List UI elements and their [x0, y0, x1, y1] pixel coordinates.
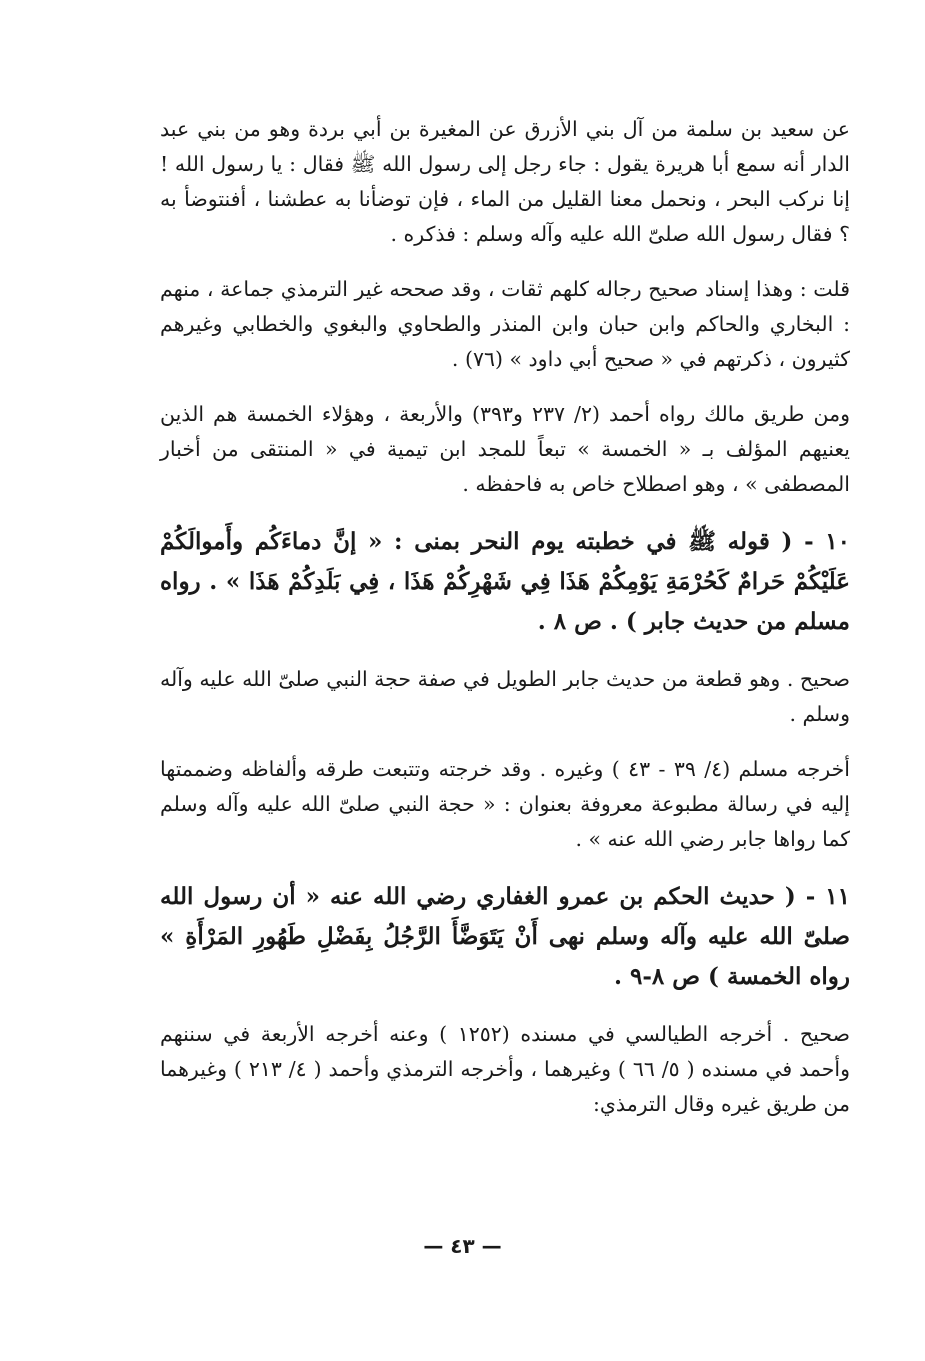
paragraph-hadith-11-grading: صحيح . أخرجه الطيالسي في مسنده (١٢٥٢ ) وعنه أخرجه الأربعة في سننهم وأحمد في مسنده ( ٥/ ٦٦ ) وغيرهما ، وأخرجه الترمذي وأحمد ( ٤/ ٢١٣ ) وغيرهما من طريق غيره وقال الترمذي:	[160, 1022, 850, 1116]
paragraph-chain-of-narration: عن سعيد بن سلمة من آل بني الأزرق عن المغيرة بن أبي بردة وهو من بني عبد الدار أنه سمع أبا هريرة يقول : جاء رجل إلى رسول الله ﷺ فقال : يا رسول الله ! إنا نركب البحر ، ونحمل معنا القليل من الماء ، فإن توضأنا به عطشنا ، أفنتوضأ به ؟ فقال رسول الله صلىّ الله عليه وآله وسلم : فذكره .	[160, 117, 850, 246]
page-number: — ٤٣ —	[423, 1234, 502, 1258]
paragraph-hadith-10-sources: أخرجه مسلم (٤/ ٣٩ - ٤٣ ) وغيره . وقد خرجته وتتبعت طرقه وألفاظه وضممتها إليه في رسالة مطبوعة معروفة بعنوان : « حجة النبي صلىّ الله عليه وآله وسلم كما رواها جابر رضي الله عنه » .	[160, 757, 850, 851]
hadith-10-heading: ١٠ - ( قوله ﷺ في خطبته يوم النحر بمنى : « إنَّ دماءَكُم وأَموالَكُمْ عَلَيْكُمْ حَرامٌ كَحُرْمَةِ يَوْمِكُمْ هَذَا فِي شَهْرِكُمْ هَذَا ، فِي بَلَدِكُمْ هَذَا » . رواه مسلم من حديث جابر ) . ص ٨ .	[160, 528, 850, 635]
page-body	[160, 112, 850, 1142]
paragraph-authentication-note: قلت : وهذا إسناد صحيح رجاله كلهم ثقات ، وقد صححه غير الترمذي جماعة ، منهم : البخاري والحاكم وابن حبان وابن المنذر والطحاوي والبغوي والخطابي وغيرهم كثيرون ، ذكرتهم في « صحيح أبي داود » (٧٦) .	[160, 277, 850, 371]
paragraph-malik-route: ومن طريق مالك رواه أحمد (٢/ ٢٣٧ و٣٩٣) والأربعة ، وهؤلاء الخمسة هم الذين يعنيهم المؤلف بـ « الخمسة » تبعاً للمجد ابن تيمية في « المنتقى من أخبار المصطفى » ، وهو اصطلاح خاص به فاحفظه .	[160, 402, 850, 496]
paragraph-hadith-10-grading: صحيح . وهو قطعة من حديث جابر الطويل في صفة حجة النبي صلىّ الله عليه وآله وسلم .	[160, 667, 850, 726]
hadith-11-heading: ١١ - ( حديث الحكم بن عمرو الغفاري رضي الله عنه « أن رسول الله صلىّ الله عليه وآله وسلم نهى أَنْ يَتَوَضَّأَ الرَّجُلُ بِفَضْلِ طَهُورِ المَرْأَةِ » رواه الخمسة ) ص ٨-٩ .	[160, 883, 850, 990]
